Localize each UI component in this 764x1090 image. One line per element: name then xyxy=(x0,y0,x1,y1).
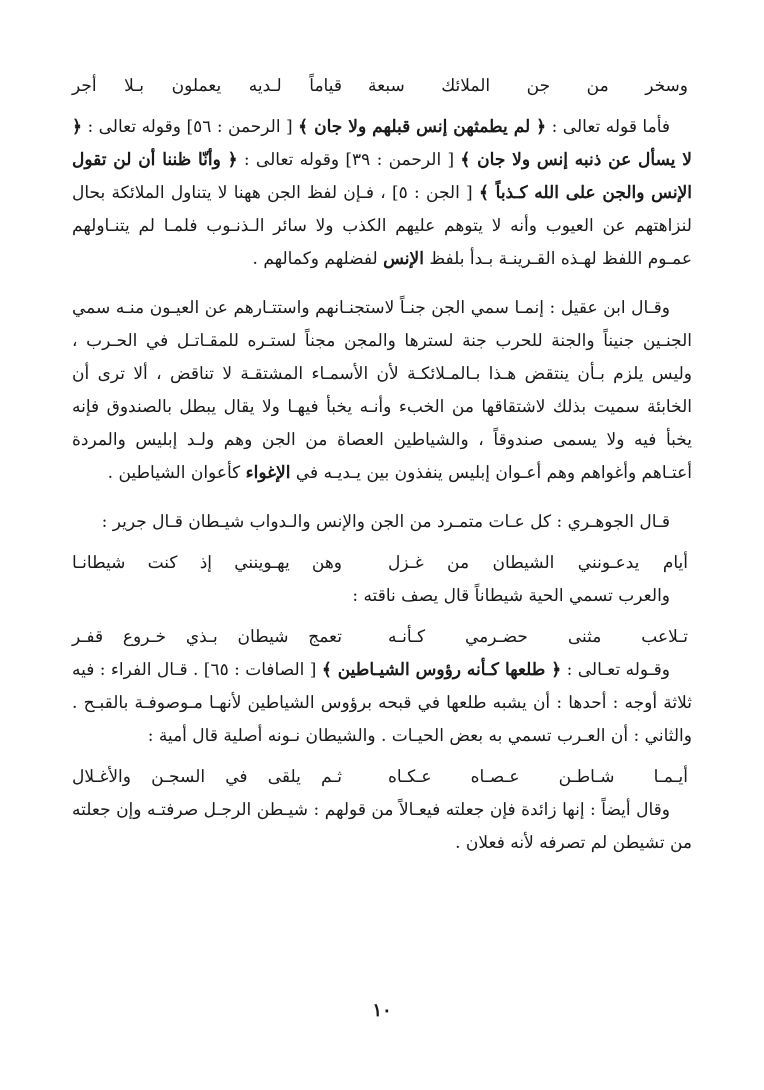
verse-second-hemistich: وهن يهـوينني إذ كنت شيطانـا xyxy=(72,553,342,573)
text-run: [ الرحمن : ٥٦] وقوله تعالى : xyxy=(81,117,299,137)
text-run: لفضلهم وكمالهم . xyxy=(252,249,384,269)
text-run: وقـال ابن عقيل : إنمـا سمي الجن جنـاً لاستجنـانهم واستتـارهم عن العيـون منـه سمي الجنـين جنيناً والجنة للحرب جنة لسترها والمجن مجناً لستـره للمقـاتـل في الحـرب ، وليس يلزم بـأن ينتقض هـذا بـالمـلائكـة لأن الأسمـاء المشتقـة لا تناقض ، ألا ترى أن الخابئة سميت بذلك لاشتقاقها من الخبء وأنـه يخبأ فيهـا ولا يقال يبطل بالصندوق فإنه يخبأ فيه ولا يسمى صندوقاً ، والشياطين العصاة من الجن وهم ولـد إبليس والمردة أعتـاهم وأغواهم وهم أعـوان إبليس ينفذون بين يـديـه في xyxy=(72,298,692,483)
verse-first-hemistich: تـلاعب مثنى حضـرمي كـأنـه xyxy=(388,627,688,647)
verse-line xyxy=(72,70,692,103)
verse-second-hemistich: تعمج شيطان بـذي خـروع قفـر xyxy=(72,627,342,647)
quran-quote: ﴿ لا يسأل عن ذنبه إنس ولا جان ﴾ xyxy=(72,117,692,170)
text-run: فأما قوله تعالى : xyxy=(546,117,671,137)
bold-term: الإنس xyxy=(383,249,424,269)
paragraph xyxy=(72,111,692,276)
verse-first-hemistich: أيـمـا شـاطـن عـصـاه عـكـاه xyxy=(388,767,688,787)
paragraph: والعرب تسمي الحية شيطاناً قال يصف ناقته : xyxy=(352,586,670,606)
verse-first-hemistich: أيام يدعـونني الشيطان من غـزل xyxy=(388,553,688,573)
paragraph xyxy=(72,654,692,753)
text-run: [ الجن : ٥] ، فـإن لفظ الجن ههنا لا يتناول الملائكة بحال لنزاهتهم عن العيوب وأنه لا يتوهم عليهم الكذب ولا سائر الـذنـوب فلمـا لم يتنـاولهم عمـوم اللفظ لهـذه القـرينـة بـدأ بلفظ xyxy=(72,183,692,269)
paragraph: قـال الجوهـري : كل عـات متمـرد من الجن والإنس والـدواب شيـطان قـال جرير : xyxy=(101,512,670,532)
page-number: ١٠ xyxy=(372,1000,392,1021)
paragraph: وقال أيضاً : إنها زائدة فإن جعلته فيعـالاً من قولهم : شيـطن الرجـل صرفتـه وإن جعلته من تشيطن لم تصرفه لأنه فعلان . xyxy=(72,800,692,853)
text-run: وقـوله تعـالى : xyxy=(561,660,671,680)
quran-quote: ﴿ لم يطمثهن إنس قبلهم ولا جان ﴾ xyxy=(298,117,547,137)
quran-quote: ﴿ طلعها كـأنه رؤوس الشيـاطين ﴾ xyxy=(321,660,562,680)
verse-line xyxy=(72,761,692,794)
page-body xyxy=(72,70,692,860)
text-run: [ الصافات : ٦٥] . قـال الفراء : فيه ثلاثة أوجه : أحدها : أن يشبه طلعها في قبحه برؤوس الشياطين لأنهـا مـوصوفـة بالقبـح . والثاني : أن العـرب تسمي به بعض الحيـات . والشيطان نـونه أصلية قال أمية : xyxy=(72,660,692,746)
text-run: كأعوان الشياطين . xyxy=(107,463,246,483)
verse-line xyxy=(72,547,692,580)
quran-quote: ﴿ وأنّا ظننا أن لن تقول الإنس والجن على الله كـذباً ﴾ xyxy=(72,150,693,203)
bold-term: الإغواء xyxy=(245,463,291,483)
text-run: [ الرحمن : ٣٩] وقوله تعالى : xyxy=(237,150,461,170)
verse-second-hemistich: ثـم يلقى في السجـن والأغـلال xyxy=(72,767,342,787)
verse-first-hemistich: وسخر من جن الملائك سبعة xyxy=(368,76,688,96)
paragraph xyxy=(72,292,692,490)
verse-line xyxy=(72,621,692,654)
verse-second-hemistich: قياماً لـديه يعملون بـلا أجر xyxy=(72,76,342,96)
